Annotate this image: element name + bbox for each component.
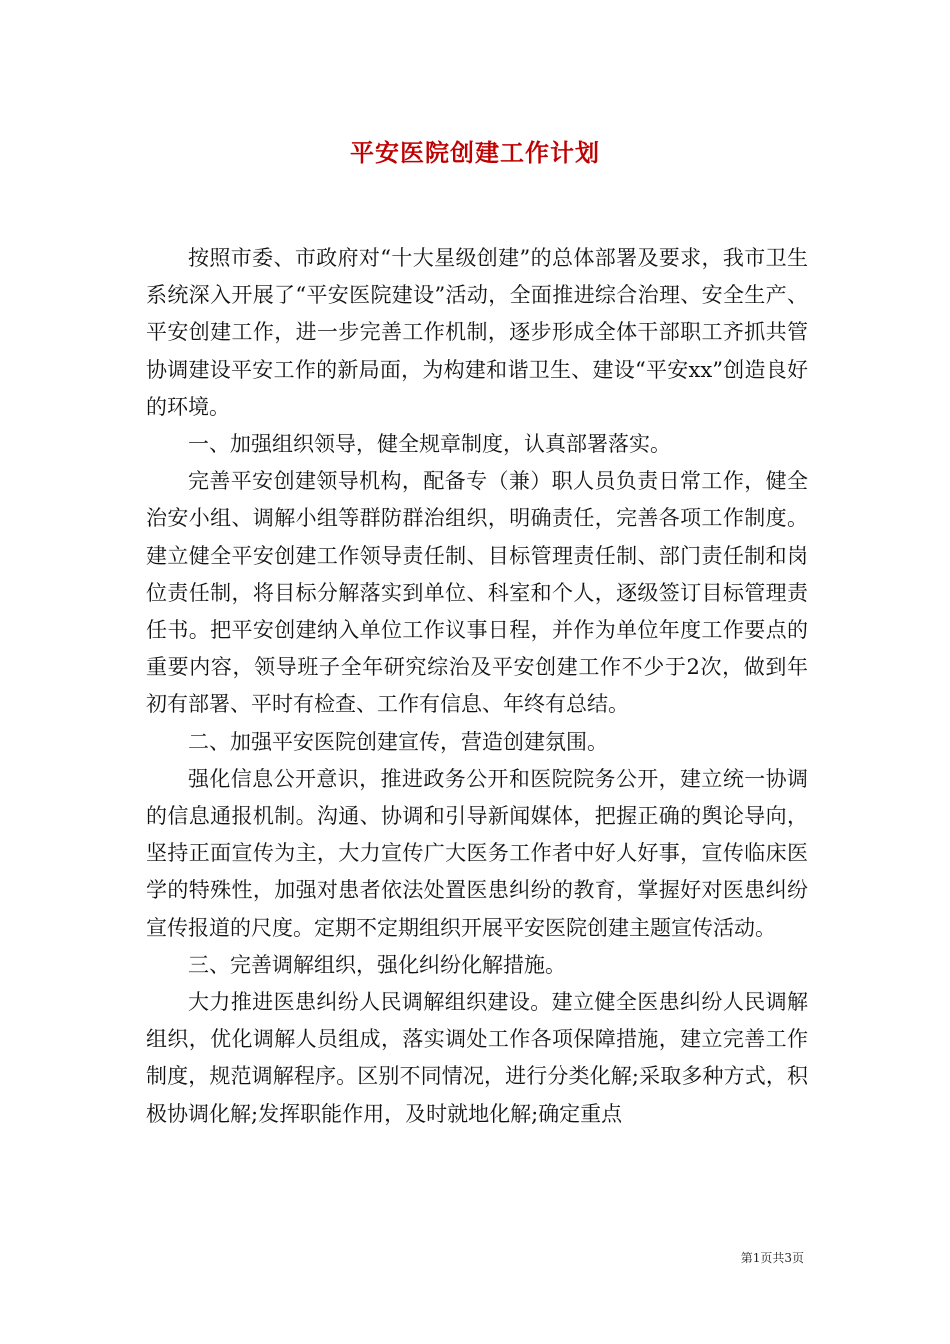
section-heading-2: 二、加强平安医院创建宣传，营造创建氛围。	[188, 729, 608, 754]
document-body	[146, 240, 808, 1133]
page-number: 第1页共3页	[740, 1251, 804, 1265]
section-heading-3: 三、完善调解组织，强化纠纷化解措施。	[188, 952, 566, 977]
paragraph-intro: 按照市委、市政府对“十大星级创建”的总体部署及要求，我市卫生系统深入开展了“平安医院建设”活动，全面推进综合治理、安全生产、平安创建工作，进一步完善工作机制，逐步形成全体干部职工齐抓共管协调建设平安工作的新局面，为构建和谐卫生、建设“平安xx”创造良好的环境。	[146, 246, 808, 419]
section-heading-1: 一、加强组织领导，健全规章制度，认真部署落实。	[188, 432, 671, 457]
page-title: 平安医院创建工作计划	[350, 138, 600, 167]
paragraph-section-3: 大力推进医患纠纷人民调解组织建设。建立健全医患纠纷人民调解组织，优化调解人员组成，落实调处工作各项保障措施，建立完善工作制度，规范调解程序。区别不同情况，进行分类化解;采取多种方式，积极协调化解;发挥职能作用，及时就地化解;确定重点	[146, 990, 808, 1126]
paragraph-section-1: 完善平安创建领导机构，配备专（兼）职人员负责日常工作，健全治安小组、调解小组等群防群治组织，明确责任，完善各项工作制度。建立健全平安创建工作领导责任制、目标管理责任制、部门责任制和岗位责任制，将目标分解落实到单位、科室和个人，逐级签订目标管理责任书。把平安创建纳入单位工作议事日程，并作为单位年度工作要点的重要内容，领导班子全年研究综治及平安创建工作不少于2次，做到年初有部署、平时有检查、工作有信息、年终有总结。	[146, 469, 808, 717]
paragraph-section-2: 强化信息公开意识，推进政务公开和医院院务公开，建立统一协调的信息通报机制。沟通、协调和引导新闻媒体，把握正确的舆论导向，坚持正面宣传为主，大力宣传广大医务工作者中好人好事，宣传临床医学的特殊性，加强对患者依法处置医患纠纷的教育，掌握好对医患纠纷宣传报道的尺度。定期不定期组织开展平安医院创建主题宣传活动。	[146, 766, 808, 940]
